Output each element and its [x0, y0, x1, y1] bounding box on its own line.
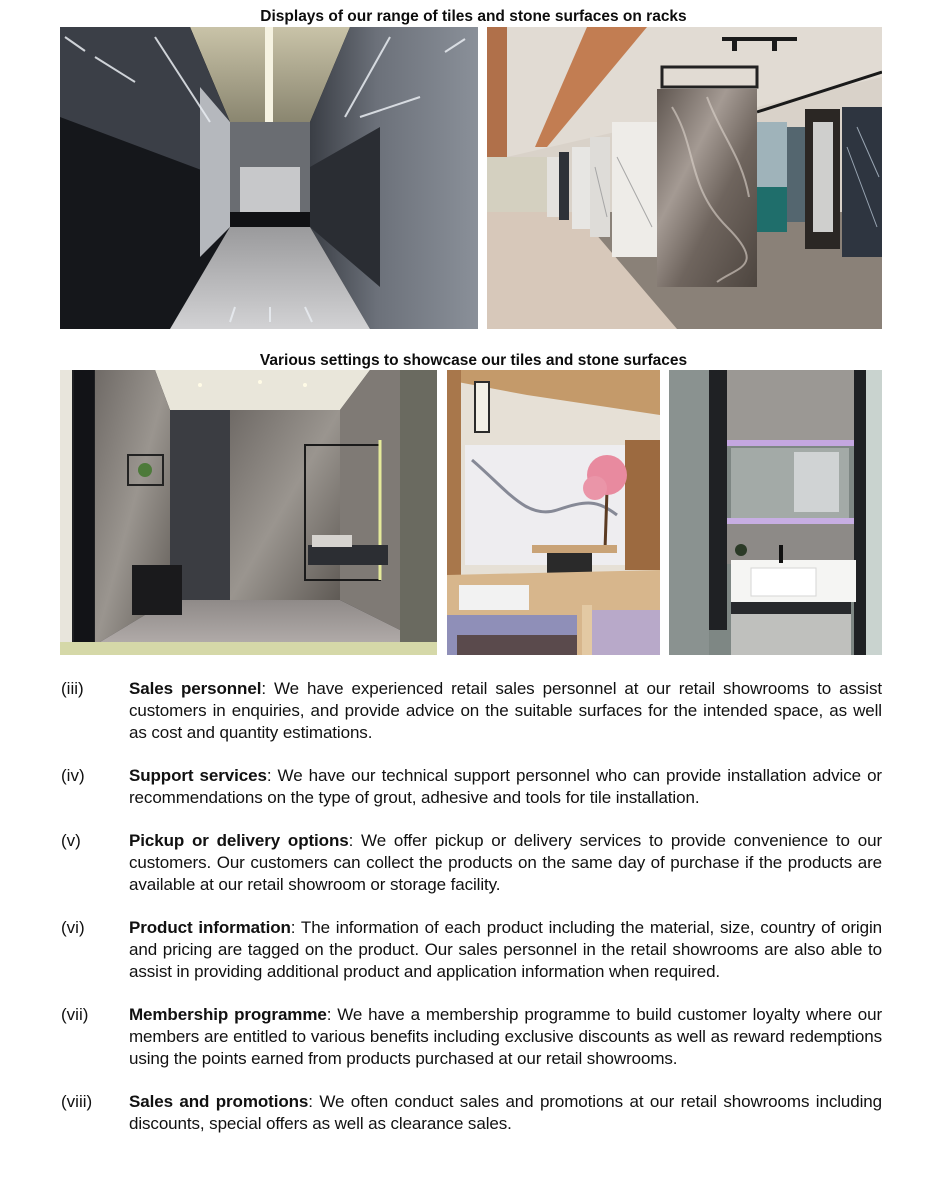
item-number: (vii) [61, 1005, 89, 1024]
item-body [129, 917, 882, 983]
item-title: Sales and promotions [129, 1092, 309, 1111]
photo-bathroom-setting [60, 370, 437, 655]
photo-display-corridor [60, 27, 478, 329]
item-number: (vi) [61, 918, 85, 937]
item-text: : We often conduct sales and promotions at our retail showrooms including discounts, special offers as well as clearance sales. [129, 1092, 883, 1133]
item-body [129, 1091, 882, 1135]
item-number: (v) [61, 831, 81, 850]
figure-caption-racks: Displays of our range of tiles and stone surfaces on racks [260, 8, 687, 25]
list-item-support-services [0, 765, 947, 809]
item-text: : We have experienced retail sales personnel at our retail showrooms to assist customers in enquiries, and provide advice on the suitable surfaces for the intended space, as well as cost and quantity estimations. [129, 679, 882, 742]
photo-japanese-room-setting [447, 370, 660, 655]
item-number: (iii) [61, 679, 84, 698]
list-item-membership-programme [0, 1004, 947, 1070]
list-item-pickup-delivery [0, 830, 947, 896]
item-title: Pickup or delivery options [129, 831, 349, 850]
item-body [129, 1004, 882, 1070]
item-title: Product information [129, 918, 291, 937]
item-title: Support services [129, 766, 267, 785]
photo-vanity-setting [669, 370, 882, 655]
item-body [129, 678, 882, 744]
item-body [129, 765, 882, 809]
list-item-sales-promotions [0, 1091, 947, 1135]
item-number: (iv) [61, 766, 85, 785]
list-item-product-information [0, 917, 947, 983]
item-title: Sales personnel [129, 679, 262, 698]
list-item-sales-personnel [0, 678, 947, 744]
figure-caption-settings: Various settings to showcase our tiles and stone surfaces [259, 352, 688, 369]
features-list [0, 678, 947, 1156]
item-body [129, 830, 882, 896]
item-text: : We have a membership programme to build customer loyalty where our members are entitled to various benefits including exclusive discounts as well as reward redemptions using the points earned from products purchased at our retail showrooms. [129, 1005, 883, 1068]
item-text: : We offer pickup or delivery services to provide convenience to our customers. Our customers can collect the products on the same day of purchase if the products are available at our retail showroom or storage facility. [129, 831, 883, 894]
photo-slab-showroom [487, 27, 882, 329]
item-title: Membership programme [129, 1005, 327, 1024]
item-number: (viii) [61, 1092, 93, 1111]
item-text: : The information of each product including the material, size, country of origin and pricing are tagged on the product. Our sales personnel in the retail showrooms are also able to assist in providing additional product and application information when required. [129, 918, 882, 981]
item-text: : We have our technical support personnel who can provide installation advice or recommendations on the type of grout, adhesive and tools for tile installation. [129, 766, 882, 807]
